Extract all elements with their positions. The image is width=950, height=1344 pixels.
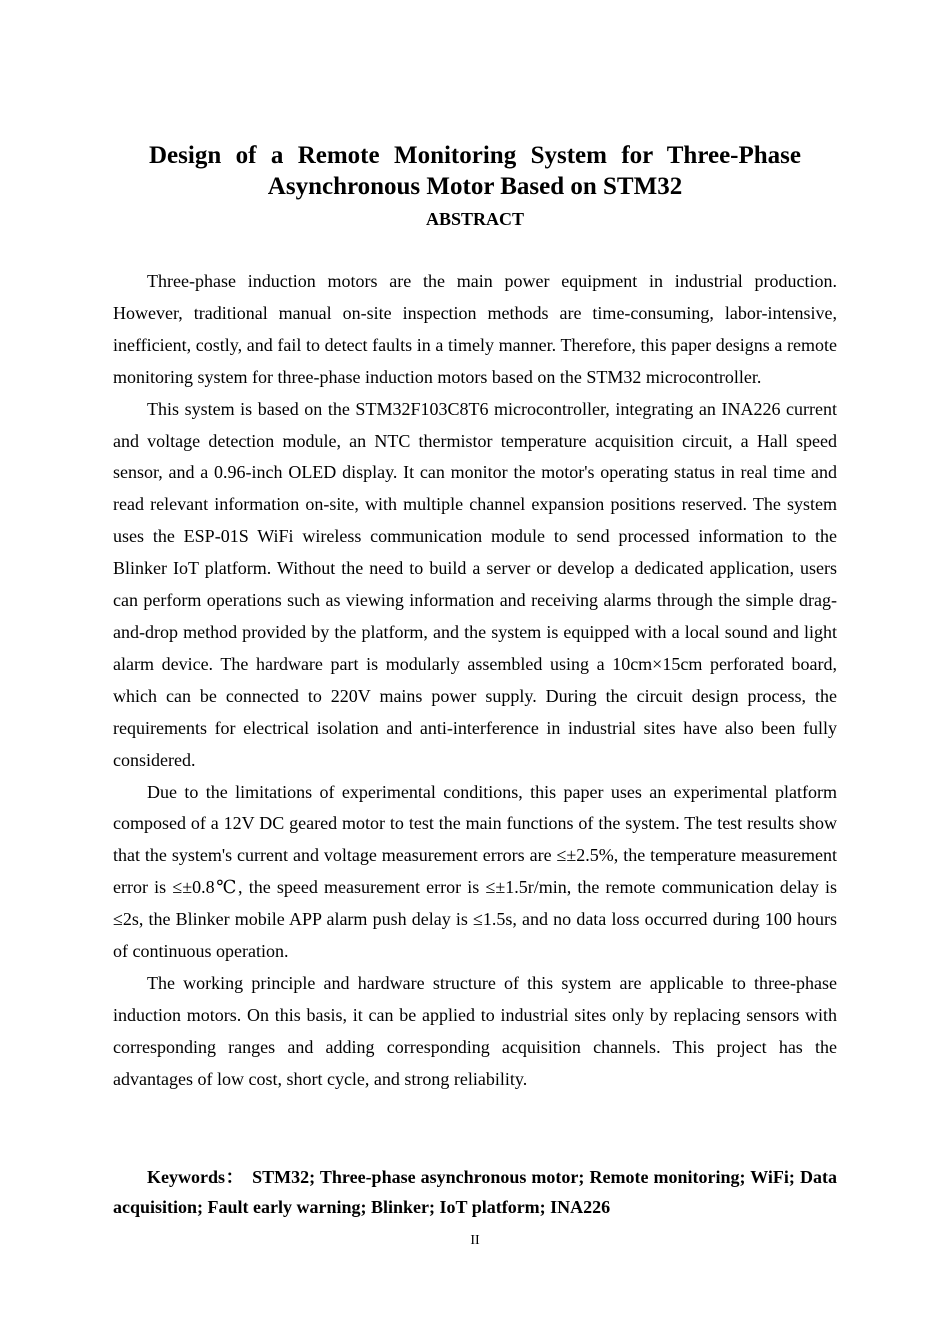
abstract-paragraph-1: Three-phase induction motors are the main power equipment in industrial production. However, traditional manual on-site inspection methods are time-consuming, labor-intensive, inefficient, costly, and fail to detect faults in a timely manner. Therefore, this paper designs a remote monitoring system for three-phase induction motors based on the STM32 microcontroller. — [113, 271, 837, 387]
abstract-body — [113, 266, 837, 1096]
keywords-label: Keywords： — [147, 1167, 245, 1187]
keywords — [113, 1162, 837, 1222]
paper-title-line-2: Asynchronous Motor Based on STM32 — [267, 173, 683, 200]
paper-title-line-1: Design of a Remote Monitoring System for Three-Phase — [149, 142, 801, 169]
paper-title — [113, 140, 837, 202]
page-number: II — [470, 1233, 480, 1248]
keywords-text: STM32; Three-phase asynchronous motor; Remote monitoring; WiFi; Data acquisition; Fault early warning; Blinker; IoT platform; INA226 — [113, 1167, 837, 1217]
abstract-paragraph-3: Due to the limitations of experimental conditions, this paper uses an experimental platform composed of a 12V DC geared motor to test the main functions of the system. The test results show that the system's current and voltage measurement errors are ≤±2.5%, the temperature measurement error is ≤±0.8℃, the speed measurement error is ≤±1.5r/min, the remote communication delay is ≤2s, the Blinker mobile APP alarm push delay is ≤1.5s, and no data loss occurred during 100 hours of continuous operation. — [113, 781, 837, 962]
abstract-heading: ABSTRACT — [425, 209, 525, 229]
abstract-paragraph-2: This system is based on the STM32F103C8T6 microcontroller, integrating an INA226 current and voltage detection module, an NTC thermistor temperature acquisition circuit, a Hall speed sensor, and a 0.96-inch OLED display. It can monitor the motor's operating status in real time and read relevant information on-site, with multiple channel expansion positions reserved. The system uses the ESP-01S WiFi wireless communication module to send processed information to the Blinker IoT platform. Without the need to build a server or develop a dedicated application, users can perform operations such as viewing information and receiving alarms through the simple drag-and-drop method provided by the platform, and the system is equipped with a local sound and light alarm device. The hardware part is modularly assembled using a 10cm×15cm perforated board, which can be connected to 220V mains power supply. During the circuit design process, the requirements for electrical isolation and anti-interference in industrial sites have also been fully considered. — [113, 398, 837, 770]
abstract-paragraph-4: The working principle and hardware structure of this system are applicable to three-phase induction motors. On this basis, it can be applied to industrial sites only by replacing sensors with corresponding ranges and adding corresponding acquisition channels. This project has the advantages of low cost, short cycle, and strong reliability. — [113, 972, 837, 1089]
